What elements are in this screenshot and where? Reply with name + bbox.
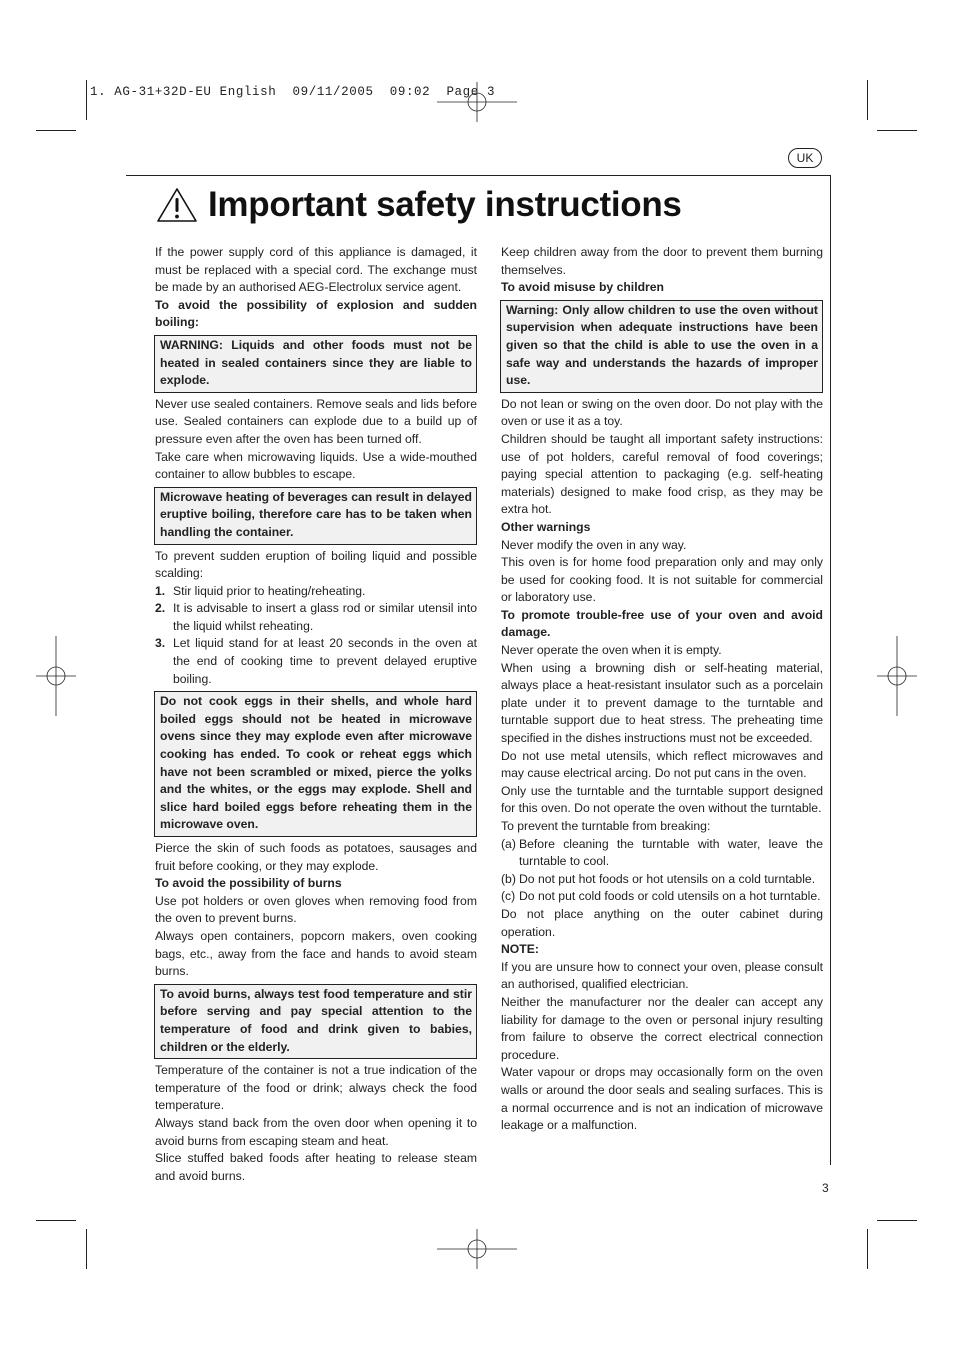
list-item: (a) Before cleaning the turntable with water, leave the turntable to cool. — [501, 836, 823, 869]
registration-mark-bottom-icon — [437, 1229, 517, 1269]
section-heading: To avoid misuse by children — [501, 280, 664, 295]
paragraph: Slice stuffed baked foods after heating to release steam and avoid burns. — [155, 1151, 477, 1183]
section-heading: To avoid the possibility of explosion and sudden boiling: — [155, 297, 477, 330]
crop-mark-bottom-left-h — [36, 1220, 76, 1221]
crop-mark-top-right-h — [877, 130, 917, 131]
warning-triangle-icon — [156, 187, 198, 223]
crop-mark-top-left-v — [86, 80, 87, 120]
page-number: 3 — [822, 1181, 829, 1195]
print-slug: 1. AG-31+32D-EU English 09/11/2005 09:02 Page 3 — [90, 85, 496, 99]
paragraph: Do not lean or swing on the oven door. Do not play with the oven or use it as a toy. — [501, 396, 823, 429]
paragraph: Neither the manufacturer nor the dealer can accept any liability for damage to the oven or personal injury resulting from failure to observe the correct electrical connection procedure. — [501, 994, 823, 1062]
warning-box: To avoid burns, always test food temperature and stir before serving and pay special attention to the temperature of food and drink given to babies, children or the elderly. — [154, 984, 477, 1059]
registration-mark-left-icon — [36, 636, 76, 716]
section-heading: To avoid the possibility of burns — [155, 876, 342, 891]
paragraph: Children should be taught all important safety instructions: use of pot holders, careful removal of food coverings; paying special attention to packaging (e.g. self-heating materials) designed to make food crisp, as they may be extra hot. — [501, 431, 823, 517]
left-column — [155, 244, 477, 1185]
paragraph: Pierce the skin of such foods as potatoes, sausages and fruit before cooking, or they may explode. — [155, 841, 477, 873]
crop-mark-bottom-right-v — [867, 1229, 868, 1269]
paragraph: If you are unsure how to connect your oven, please consult an authorised, qualified electrician. — [501, 959, 823, 992]
registration-mark-top-icon — [437, 82, 517, 122]
list-item: 2. It is advisable to insert a glass rod or similar utensil into the liquid whilst reheating. — [155, 601, 477, 633]
warning-box: WARNING: Liquids and other foods must not be heated in sealed containers since they are liable to explode. — [154, 335, 477, 393]
section-heading: To promote trouble-free use of your oven and avoid damage. — [501, 607, 823, 640]
registration-mark-right-icon — [877, 636, 917, 716]
paragraph: Never operate the oven when it is empty. — [501, 643, 722, 658]
paragraph: Take care when microwaving liquids. Use a wide-mouthed container to allow bubbles to escape. — [155, 449, 477, 482]
paragraph: When using a browning dish or self-heating material, always place a heat-resistant insulator such as a porcelain plate under it to prevent damage to the turntable and turntable support due to heat stress. The preheating time specified in the dishes instructions must not be exceeded. — [501, 660, 823, 746]
list-item: 3. Let liquid stand for at least 20 seconds in the oven at the end of cooking time to prevent delayed eruptive boiling. — [155, 636, 477, 686]
warning-box: Microwave heating of beverages can result in delayed eruptive boiling, therefore care has to be taken when handling the container. — [154, 487, 477, 545]
paragraph: Never use sealed containers. Remove seals and lids before use. Sealed containers can explode due to a build up of pressure even after the oven has been turned off. — [155, 396, 477, 446]
paragraph: Use pot holders or oven gloves when removing food from the oven to prevent burns. — [155, 893, 477, 926]
numbered-list — [155, 583, 477, 689]
language-badge: UK — [788, 148, 822, 168]
paragraph: This oven is for home food preparation only and may only be used for cooking food. It is not suitable for commercial or laboratory use. — [501, 555, 823, 605]
paragraph: Only use the turntable and the turntable support designed for this oven. Do not operate the oven without the turntable. — [501, 783, 823, 816]
paragraph: Water vapour or drops may occasionally form on the oven walls or around the door seals and sealing surfaces. This is a normal occurrence and is not an indication of microwave leakage or a malfunction. — [501, 1065, 823, 1133]
lettered-list — [501, 836, 823, 906]
warning-box: Do not cook eggs in their shells, and whole hard boiled eggs should not be heated in microwave ovens since they may explode even after microwave cooking has ended. To cook or reheat eggs which have not been scrambled or mixed, pierce the yolks and the whites, or the eggs may explode. Shell and slice hard boiled eggs before reheating them in the microwave oven. — [154, 691, 477, 837]
right-column — [501, 244, 823, 1135]
paragraph: Never modify the oven in any way. — [501, 537, 687, 552]
list-item: 1. Stir liquid prior to heating/reheating. — [155, 583, 366, 598]
title-block — [156, 185, 682, 225]
crop-mark-bottom-left-v — [86, 1229, 87, 1269]
list-item: (c) Do not put cold foods or cold utensils on a hot turntable. — [501, 889, 821, 904]
page-title: Important safety instructions — [208, 185, 682, 224]
paragraph: Always open containers, popcorn makers, oven cooking bags, etc., away from the face and hands to avoid steam burns. — [155, 928, 477, 979]
section-heading: NOTE: — [501, 942, 539, 957]
frame-top-rule — [126, 175, 831, 176]
crop-mark-bottom-right-h — [877, 1220, 917, 1221]
paragraph: Temperature of the container is not a true indication of the temperature of the food or drink; always check the food temperature. — [155, 1063, 477, 1113]
list-item: (b) Do not put hot foods or hot utensils on a cold turntable. — [501, 871, 816, 886]
crop-mark-top-right-v — [867, 80, 868, 120]
paragraph: Do not place anything on the outer cabinet during operation. — [501, 906, 823, 939]
section-heading: Other warnings — [501, 519, 591, 534]
paragraph: If the power supply cord of this appliance is damaged, it must be replaced with a special cord. The exchange must be made by an authorised AEG-Electrolux service agent. — [155, 245, 477, 295]
crop-mark-top-left-h — [36, 130, 76, 131]
paragraph: Do not use metal utensils, which reflect microwaves and may cause electrical arcing. Do not put cans in the oven. — [501, 748, 823, 781]
paragraph: To prevent the turntable from breaking: — [501, 819, 711, 833]
paragraph: Keep children away from the door to prevent them burning themselves. — [501, 245, 823, 277]
warning-box: Warning: Only allow children to use the oven without supervision when adequate instructions have been given so that the child is able to use the oven in a safe way and understands the hazards of improper use. — [500, 300, 823, 393]
paragraph: Always stand back from the oven door when opening it to avoid burns from escaping steam and heat. — [155, 1115, 477, 1148]
frame-right-rule — [830, 175, 831, 1165]
paragraph: To prevent sudden eruption of boiling liquid and possible scalding: — [155, 548, 477, 581]
